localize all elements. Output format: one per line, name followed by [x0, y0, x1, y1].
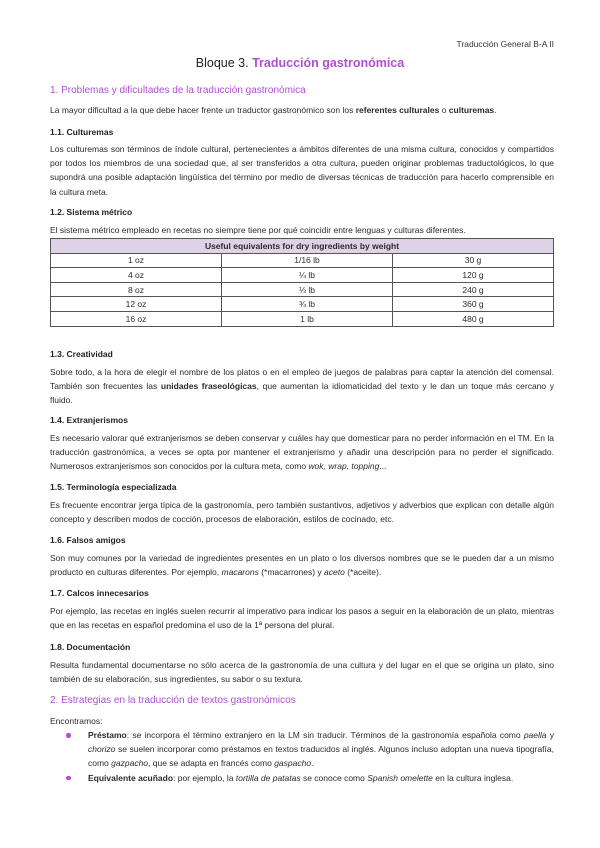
section1-intro: La mayor dificultad a la que debe hacer frente un traductor gastronómico son los referentes culturales o culturemas.	[50, 105, 497, 115]
calcos-text: Por ejemplo, las recetas en inglés suelen recurrir al imperativo para indicar los pasos a seguir en la elaboración de un plato, mientras que en las recetas en español predomina el uso de la 1ª persona del plural.	[50, 606, 554, 631]
table-row: 16 oz 1 lb 480 g	[51, 311, 554, 326]
culturemas-text: Los culturemas son términos de índole cultural, pertenecientes a ámbitos diferentes de una misma cultura, conocidos y compartidos por todos los miembros de una sociedad que, al ser transferidos a otra cultura, pueden originar problemas traductológicos, lo que supondrá una posible adaptación lingüística del término por medio de diversas técnicas de traducción para hacerlo comprensible en la cultura meta.	[50, 144, 554, 197]
title-prefix: Bloque 3.	[195, 56, 249, 70]
section2-heading: 2. Estrategias en la traducción de textos gastronómicos	[50, 695, 296, 706]
falsos-heading: 1.6. Falsos amigos	[50, 535, 126, 545]
table-row: 1 oz 1/16 lb 30 g	[51, 253, 554, 268]
calcos-heading: 1.7. Calcos innecesarios	[50, 588, 149, 598]
terminologia-heading: 1.5. Terminología especializada	[50, 482, 177, 492]
strategies-list	[50, 728, 554, 785]
terminologia-text: Es frecuente encontrar jerga típica de la gastronomía, pero también sustantivos, adjetivos y adverbios que explican con detalle algún concepto y describen modos de cocción, procesos de elaboración, estilos de cocinado, etc.	[50, 500, 554, 525]
falsos-text: Son muy comunes por la variedad de ingredientes presentes en un plato o los diversos nombres que se le pueden dar a un mismo producto en culturas diferentes. Por ejemplo, macarons (*macarrones) y aceto (*aceite).	[50, 553, 554, 578]
table-row: 8 oz ⅓ lb 240 g	[51, 282, 554, 297]
extranjerismos-heading: 1.4. Extranjerismos	[50, 415, 128, 425]
creatividad-text: Sobre todo, a la hora de elegir el nombre de los platos o en el empleo de juegos de palabras para captar la atención del comensal. También son frecuentes las unidades fraseológicas, que aumentan la idiomaticidad del texto y le dan un toque más cercano y fluido.	[50, 367, 554, 406]
page-title	[0, 56, 600, 70]
title-accent: Traducción gastronómica	[252, 56, 405, 70]
culturemas-heading: 1.1. Culturemas	[50, 127, 114, 137]
list-item: Equivalente acuñado: por ejemplo, la tortilla de patatas se conoce como Spanish omelette en la cultura inglesa.	[50, 771, 554, 785]
documentacion-heading: 1.8. Documentación	[50, 642, 131, 652]
section1-heading: 1. Problemas y dificultades de la traducción gastronómica	[50, 85, 306, 96]
creatividad-heading: 1.3. Creatividad	[50, 349, 113, 359]
sistema-heading: 1.2. Sistema métrico	[50, 207, 133, 217]
bullet-icon	[66, 733, 71, 738]
weight-table	[50, 238, 554, 327]
table-row: 12 oz ¾ lb 360 g	[51, 297, 554, 312]
header-course: Traducción General B-A II	[456, 39, 554, 49]
sistema-text: El sistema métrico empleado en recetas no siempre tiene por qué coincidir entre lenguas y culturas diferentes.	[50, 225, 466, 235]
documentacion-text: Resulta fundamental documentarse no sólo acerca de la gastronomía de una cultura y del lugar en el que se origina un plato, sino también de su elaboración, sus ingredientes, su sabor o su textura.	[50, 660, 554, 685]
weight-table-title: Useful equivalents for dry ingredients by weight	[51, 239, 554, 254]
extranjerismos-text: Es necesario valorar qué extranjerismos se deben conservar y cuáles hay que domesticar para no perder información en el TM. En la traducción gastronómica, a veces se opta por mantener el extranjerismo y añadir una descripción para no perder el significado. Numerosos extranjerismos son conocidos por la cultura meta, como wok, wrap, topping...	[50, 433, 554, 472]
table-row: 4 oz ¼ lb 120 g	[51, 268, 554, 283]
list-item: Préstamo: se incorpora el término extranjero en la LM sin traducir. Términos de la gastronomía española como paella y chorizo se suelen incorporar como préstamos en textos traducidos al inglés. Algunos incluso adoptan una nueva tipografía, como gazpacho, que se adapta en francés como gaspacho.	[50, 728, 554, 771]
bullet-icon	[66, 776, 71, 781]
section2-intro: Encontramos:	[50, 716, 103, 726]
